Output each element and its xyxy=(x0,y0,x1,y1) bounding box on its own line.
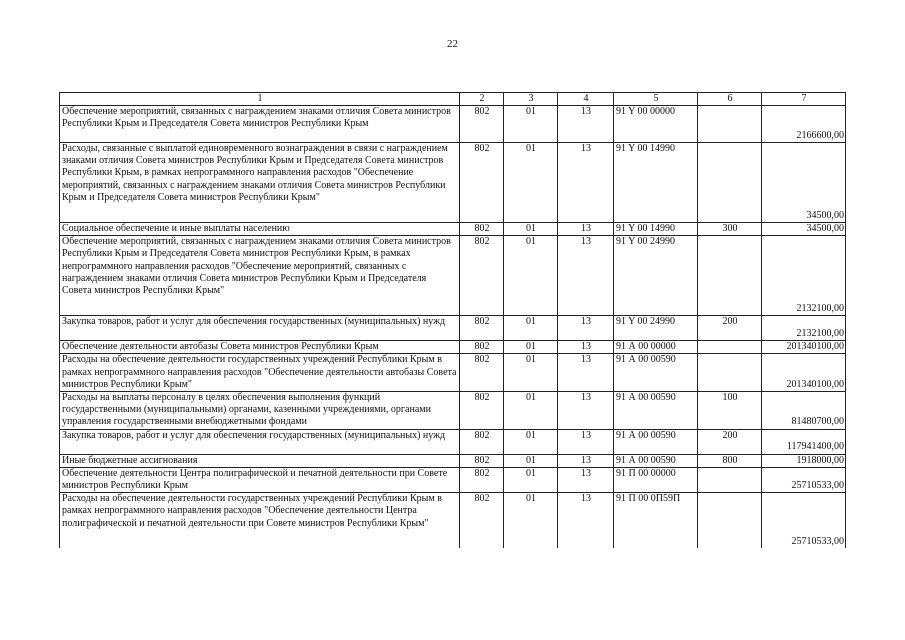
row-amount: 25710533,00 xyxy=(762,493,846,549)
row-subsection-code: 13 xyxy=(558,143,614,223)
column-header: 5 xyxy=(614,93,698,106)
row-expense-type xyxy=(698,493,762,549)
row-section-code: 01 xyxy=(504,341,558,354)
table-row xyxy=(60,354,846,392)
row-section-code: 01 xyxy=(504,106,558,143)
row-description: Обеспечение деятельности автобазы Совета министров Республики Крым xyxy=(60,341,460,354)
budget-table xyxy=(59,92,846,548)
column-header: 6 xyxy=(698,93,762,106)
row-subsection-code: 13 xyxy=(558,106,614,143)
row-target-code: 91 А 00 00590 xyxy=(614,454,698,467)
row-section-code: 01 xyxy=(504,223,558,236)
row-subsection-code: 13 xyxy=(558,354,614,392)
table-row xyxy=(60,236,846,316)
row-ministry-code: 802 xyxy=(460,223,504,236)
table-header-row xyxy=(60,93,846,106)
row-expense-type: 200 xyxy=(698,316,762,341)
row-amount: 81480700,00 xyxy=(762,392,846,430)
table-row xyxy=(60,341,846,354)
row-ministry-code: 802 xyxy=(460,493,504,549)
column-header: 1 xyxy=(60,93,460,106)
row-target-code: 91 Y 00 00000 xyxy=(614,106,698,143)
row-subsection-code: 13 xyxy=(558,316,614,341)
row-expense-type xyxy=(698,354,762,392)
row-amount: 201340100,00 xyxy=(762,341,846,354)
table-row xyxy=(60,143,846,223)
row-description: Обеспечение мероприятий, связанных с награждением знаками отличия Совета министров Республики Крым и Председателя Совета министров Республики Крым, в рамках непрограммного направления расходов "Обеспечение мероприятий, связанных с награждением знаками отличия Совета министров Республики Крым и Председателя Совета министров Республики Крым" xyxy=(60,236,460,316)
row-description: Закупка товаров, работ и услуг для обеспечения государственных (муниципальных) нужд xyxy=(60,316,460,341)
row-description: Обеспечение мероприятий, связанных с награждением знаками отличия Совета министров Республики Крым и Председателя Совета министров Республики Крым xyxy=(60,106,460,143)
table-row xyxy=(60,429,846,454)
row-target-code: 91 А 00 00590 xyxy=(614,392,698,430)
row-section-code: 01 xyxy=(504,316,558,341)
row-subsection-code: 13 xyxy=(558,429,614,454)
row-expense-type: 300 xyxy=(698,223,762,236)
row-subsection-code: 13 xyxy=(558,223,614,236)
table-row xyxy=(60,223,846,236)
column-header: 7 xyxy=(762,93,846,106)
row-subsection-code: 13 xyxy=(558,392,614,430)
column-header: 4 xyxy=(558,93,614,106)
row-ministry-code: 802 xyxy=(460,236,504,316)
row-subsection-code: 13 xyxy=(558,493,614,549)
table-row xyxy=(60,467,846,492)
row-target-code: 91 Y 00 24990 xyxy=(614,236,698,316)
row-section-code: 01 xyxy=(504,493,558,549)
row-expense-type: 800 xyxy=(698,454,762,467)
row-amount: 201340100,00 xyxy=(762,354,846,392)
row-expense-type xyxy=(698,143,762,223)
row-amount: 34500,00 xyxy=(762,223,846,236)
row-section-code: 01 xyxy=(504,454,558,467)
row-description: Иные бюджетные ассигнования xyxy=(60,454,460,467)
row-amount: 25710533,00 xyxy=(762,467,846,492)
row-expense-type: 200 xyxy=(698,429,762,454)
row-expense-type xyxy=(698,467,762,492)
row-description: Обеспечение деятельности Центра полиграфической и печатной деятельности при Совете министров Республики Крым xyxy=(60,467,460,492)
row-section-code: 01 xyxy=(504,143,558,223)
row-amount: 2166600,00 xyxy=(762,106,846,143)
row-ministry-code: 802 xyxy=(460,429,504,454)
row-ministry-code: 802 xyxy=(460,106,504,143)
row-section-code: 01 xyxy=(504,429,558,454)
row-subsection-code: 13 xyxy=(558,467,614,492)
row-amount: 117941400,00 xyxy=(762,429,846,454)
row-description: Расходы на выплаты персоналу в целях обеспечения выполнения функций государственными (муниципальными) органами, казенными учреждениями, органами управления государственными внебюджетными фондами xyxy=(60,392,460,430)
row-description: Расходы, связанные с выплатой единовременного вознаграждения в связи с награждением знаками отличия Совета министров Республики Крым и Председателя Совета министров Республики Крым, в рамках непрограммного направления расходов "Обеспечение мероприятий, связанных с награждением знаками отличия Совета министров Республики Крым и Председателя Совета министров Республики Крым" xyxy=(60,143,460,223)
row-description: Социальное обеспечение и иные выплаты населению xyxy=(60,223,460,236)
table-row xyxy=(60,316,846,341)
row-expense-type xyxy=(698,236,762,316)
row-description: Расходы на обеспечение деятельности государственных учреждений Республики Крым в рамках непрограммного направления расходов "Обеспечение деятельности автобазы Совета министров Республики Крым" xyxy=(60,354,460,392)
row-target-code: 91 П 00 00000 xyxy=(614,467,698,492)
table-row xyxy=(60,392,846,430)
row-amount: 2132100,00 xyxy=(762,236,846,316)
row-description: Расходы на обеспечение деятельности государственных учреждений Республики Крым в рамках непрограммного направления расходов "Обеспечение деятельности Центра полиграфической и печатной деятельности при Совете министров Республики Крым" xyxy=(60,493,460,549)
row-ministry-code: 802 xyxy=(460,354,504,392)
row-target-code: 91 А 00 00590 xyxy=(614,429,698,454)
row-section-code: 01 xyxy=(504,354,558,392)
column-header: 3 xyxy=(504,93,558,106)
row-section-code: 01 xyxy=(504,467,558,492)
table-row xyxy=(60,106,846,143)
row-ministry-code: 802 xyxy=(460,341,504,354)
row-target-code: 91 Y 00 14990 xyxy=(614,143,698,223)
row-target-code: 91 Y 00 14990 xyxy=(614,223,698,236)
row-expense-type: 100 xyxy=(698,392,762,430)
row-expense-type xyxy=(698,106,762,143)
table-row xyxy=(60,493,846,549)
column-header: 2 xyxy=(460,93,504,106)
row-ministry-code: 802 xyxy=(460,316,504,341)
row-ministry-code: 802 xyxy=(460,454,504,467)
page-number: 22 xyxy=(447,38,458,50)
row-amount: 2132100,00 xyxy=(762,316,846,341)
row-ministry-code: 802 xyxy=(460,467,504,492)
row-ministry-code: 802 xyxy=(460,392,504,430)
table-row xyxy=(60,454,846,467)
row-ministry-code: 802 xyxy=(460,143,504,223)
row-subsection-code: 13 xyxy=(558,454,614,467)
row-amount: 34500,00 xyxy=(762,143,846,223)
row-target-code: 91 А 00 00000 xyxy=(614,341,698,354)
row-subsection-code: 13 xyxy=(558,341,614,354)
row-target-code: 91 П 00 0П59П xyxy=(614,493,698,549)
row-description: Закупка товаров, работ и услуг для обеспечения государственных (муниципальных) нужд xyxy=(60,429,460,454)
row-target-code: 91 Y 00 24990 xyxy=(614,316,698,341)
row-expense-type xyxy=(698,341,762,354)
row-target-code: 91 А 00 00590 xyxy=(614,354,698,392)
row-section-code: 01 xyxy=(504,236,558,316)
row-section-code: 01 xyxy=(504,392,558,430)
row-amount: 1918000,00 xyxy=(762,454,846,467)
row-subsection-code: 13 xyxy=(558,236,614,316)
